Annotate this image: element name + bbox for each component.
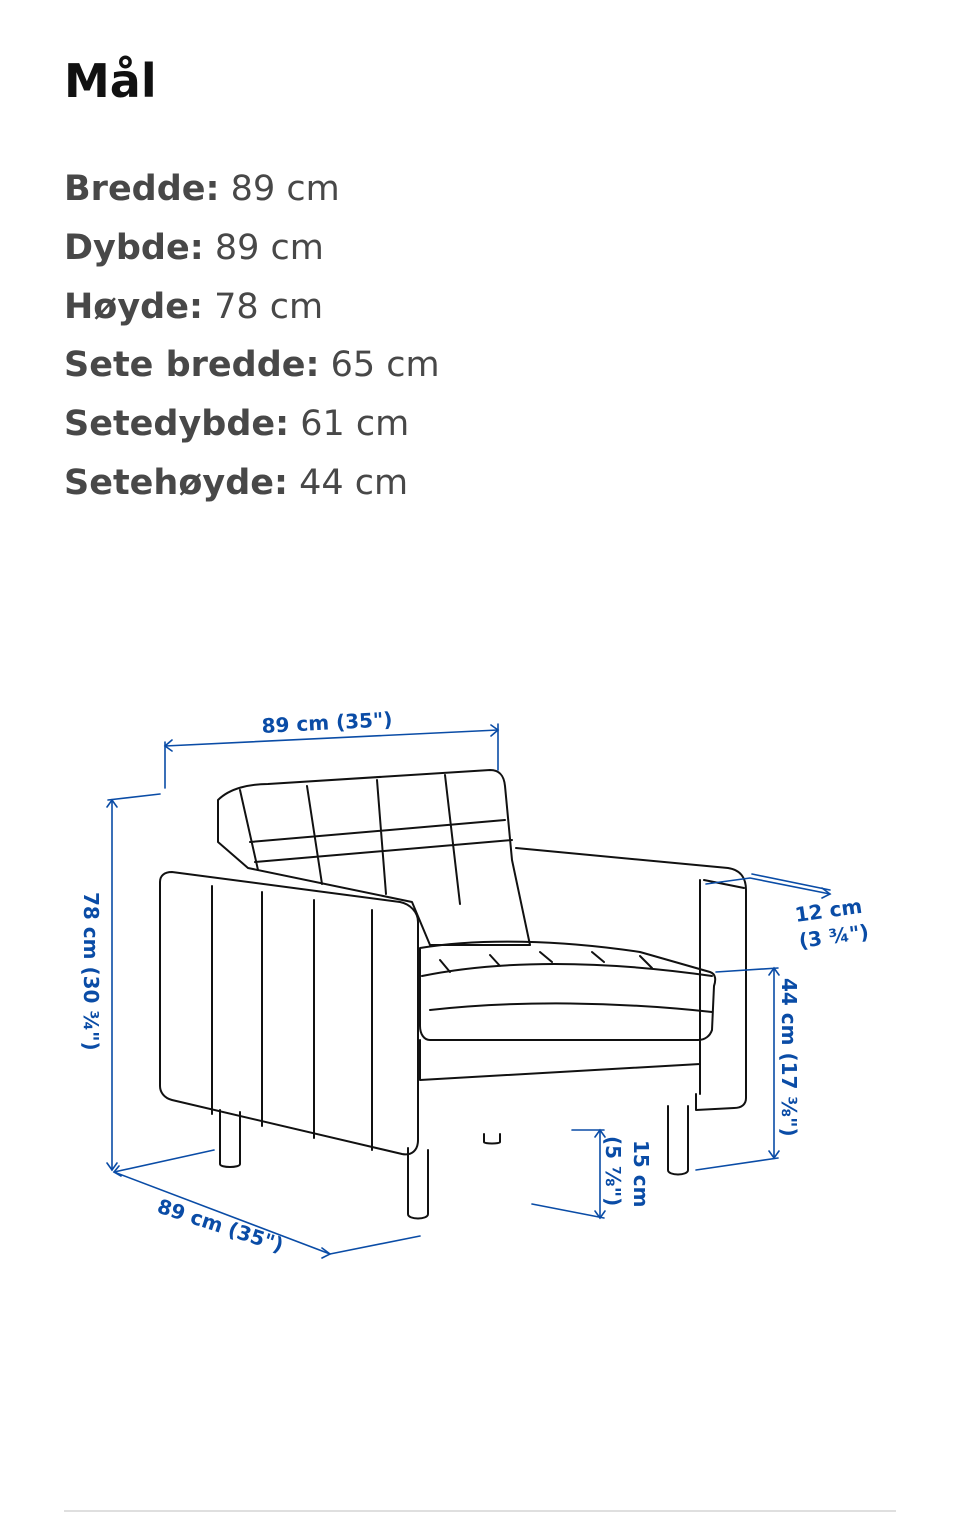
dimension-value: 78 cm <box>214 286 324 327</box>
height-dimension-label: 78 cm (30 ¾") <box>79 892 103 1051</box>
arm-dimension-label-inch: (3 ¾") <box>797 919 871 953</box>
dimension-annotations <box>107 724 830 1258</box>
dimension-seat-depth <box>64 395 440 454</box>
seat-height-dimension-label: 44 cm (17 ⅜") <box>777 978 801 1137</box>
right-arm-outline <box>516 848 746 1110</box>
armchair-illustration <box>160 770 746 1219</box>
section-divider <box>64 1510 896 1512</box>
backrest-tufting <box>240 775 512 904</box>
dimension-label: Setedybde: <box>64 404 290 445</box>
width-dimension-label: 89 cm (35") <box>261 707 394 738</box>
armchair-dimension-drawing <box>64 580 896 1300</box>
dimension-seat-height <box>64 454 440 513</box>
dimension-label: Setehøyde: <box>64 462 288 503</box>
dimension-value: 61 cm <box>300 404 410 445</box>
seat-height-dimension-line <box>696 968 778 1170</box>
dimension-label: Sete bredde: <box>64 345 320 386</box>
leg-height-dimension-label-inch: (5 ⅞") <box>601 1136 625 1207</box>
dimension-height <box>64 278 440 337</box>
dimension-value: 44 cm <box>299 462 409 503</box>
dimension-label: Bredde: <box>64 169 220 209</box>
backrest-outline <box>218 770 530 945</box>
dimension-label: Høyde: <box>64 286 203 327</box>
leg-back-left <box>484 1134 500 1144</box>
dimension-value: 89 cm <box>214 227 324 268</box>
leg-height-dimension-label-cm: 15 cm <box>629 1140 653 1208</box>
dimension-label: Dybde: <box>64 227 204 268</box>
dimension-depth <box>64 219 440 278</box>
left-arm-outline <box>160 872 418 1154</box>
right-arm-front <box>700 880 744 1094</box>
dimension-list <box>64 160 440 513</box>
leg-height-dimension-line <box>532 1130 604 1218</box>
depth-arrowheads <box>114 1166 330 1258</box>
height-dimension-line <box>108 794 160 1170</box>
dimension-seat-width <box>64 336 440 395</box>
arm-dimension-label-cm: 12 cm <box>793 893 864 927</box>
depth-dimension-label: 89 cm (35") <box>154 1193 287 1258</box>
left-arm-channels <box>212 886 314 1138</box>
seat-cushion-outline <box>420 942 715 1040</box>
section-title: Mål <box>64 54 157 108</box>
leg-back-right <box>668 1106 688 1175</box>
leg-front-left <box>220 1110 240 1167</box>
dimension-value: 65 cm <box>330 345 440 386</box>
dimension-value: 89 cm <box>230 169 340 209</box>
dimension-width <box>64 160 440 219</box>
leg-front-right <box>408 1148 428 1219</box>
seat-base <box>420 1040 700 1080</box>
